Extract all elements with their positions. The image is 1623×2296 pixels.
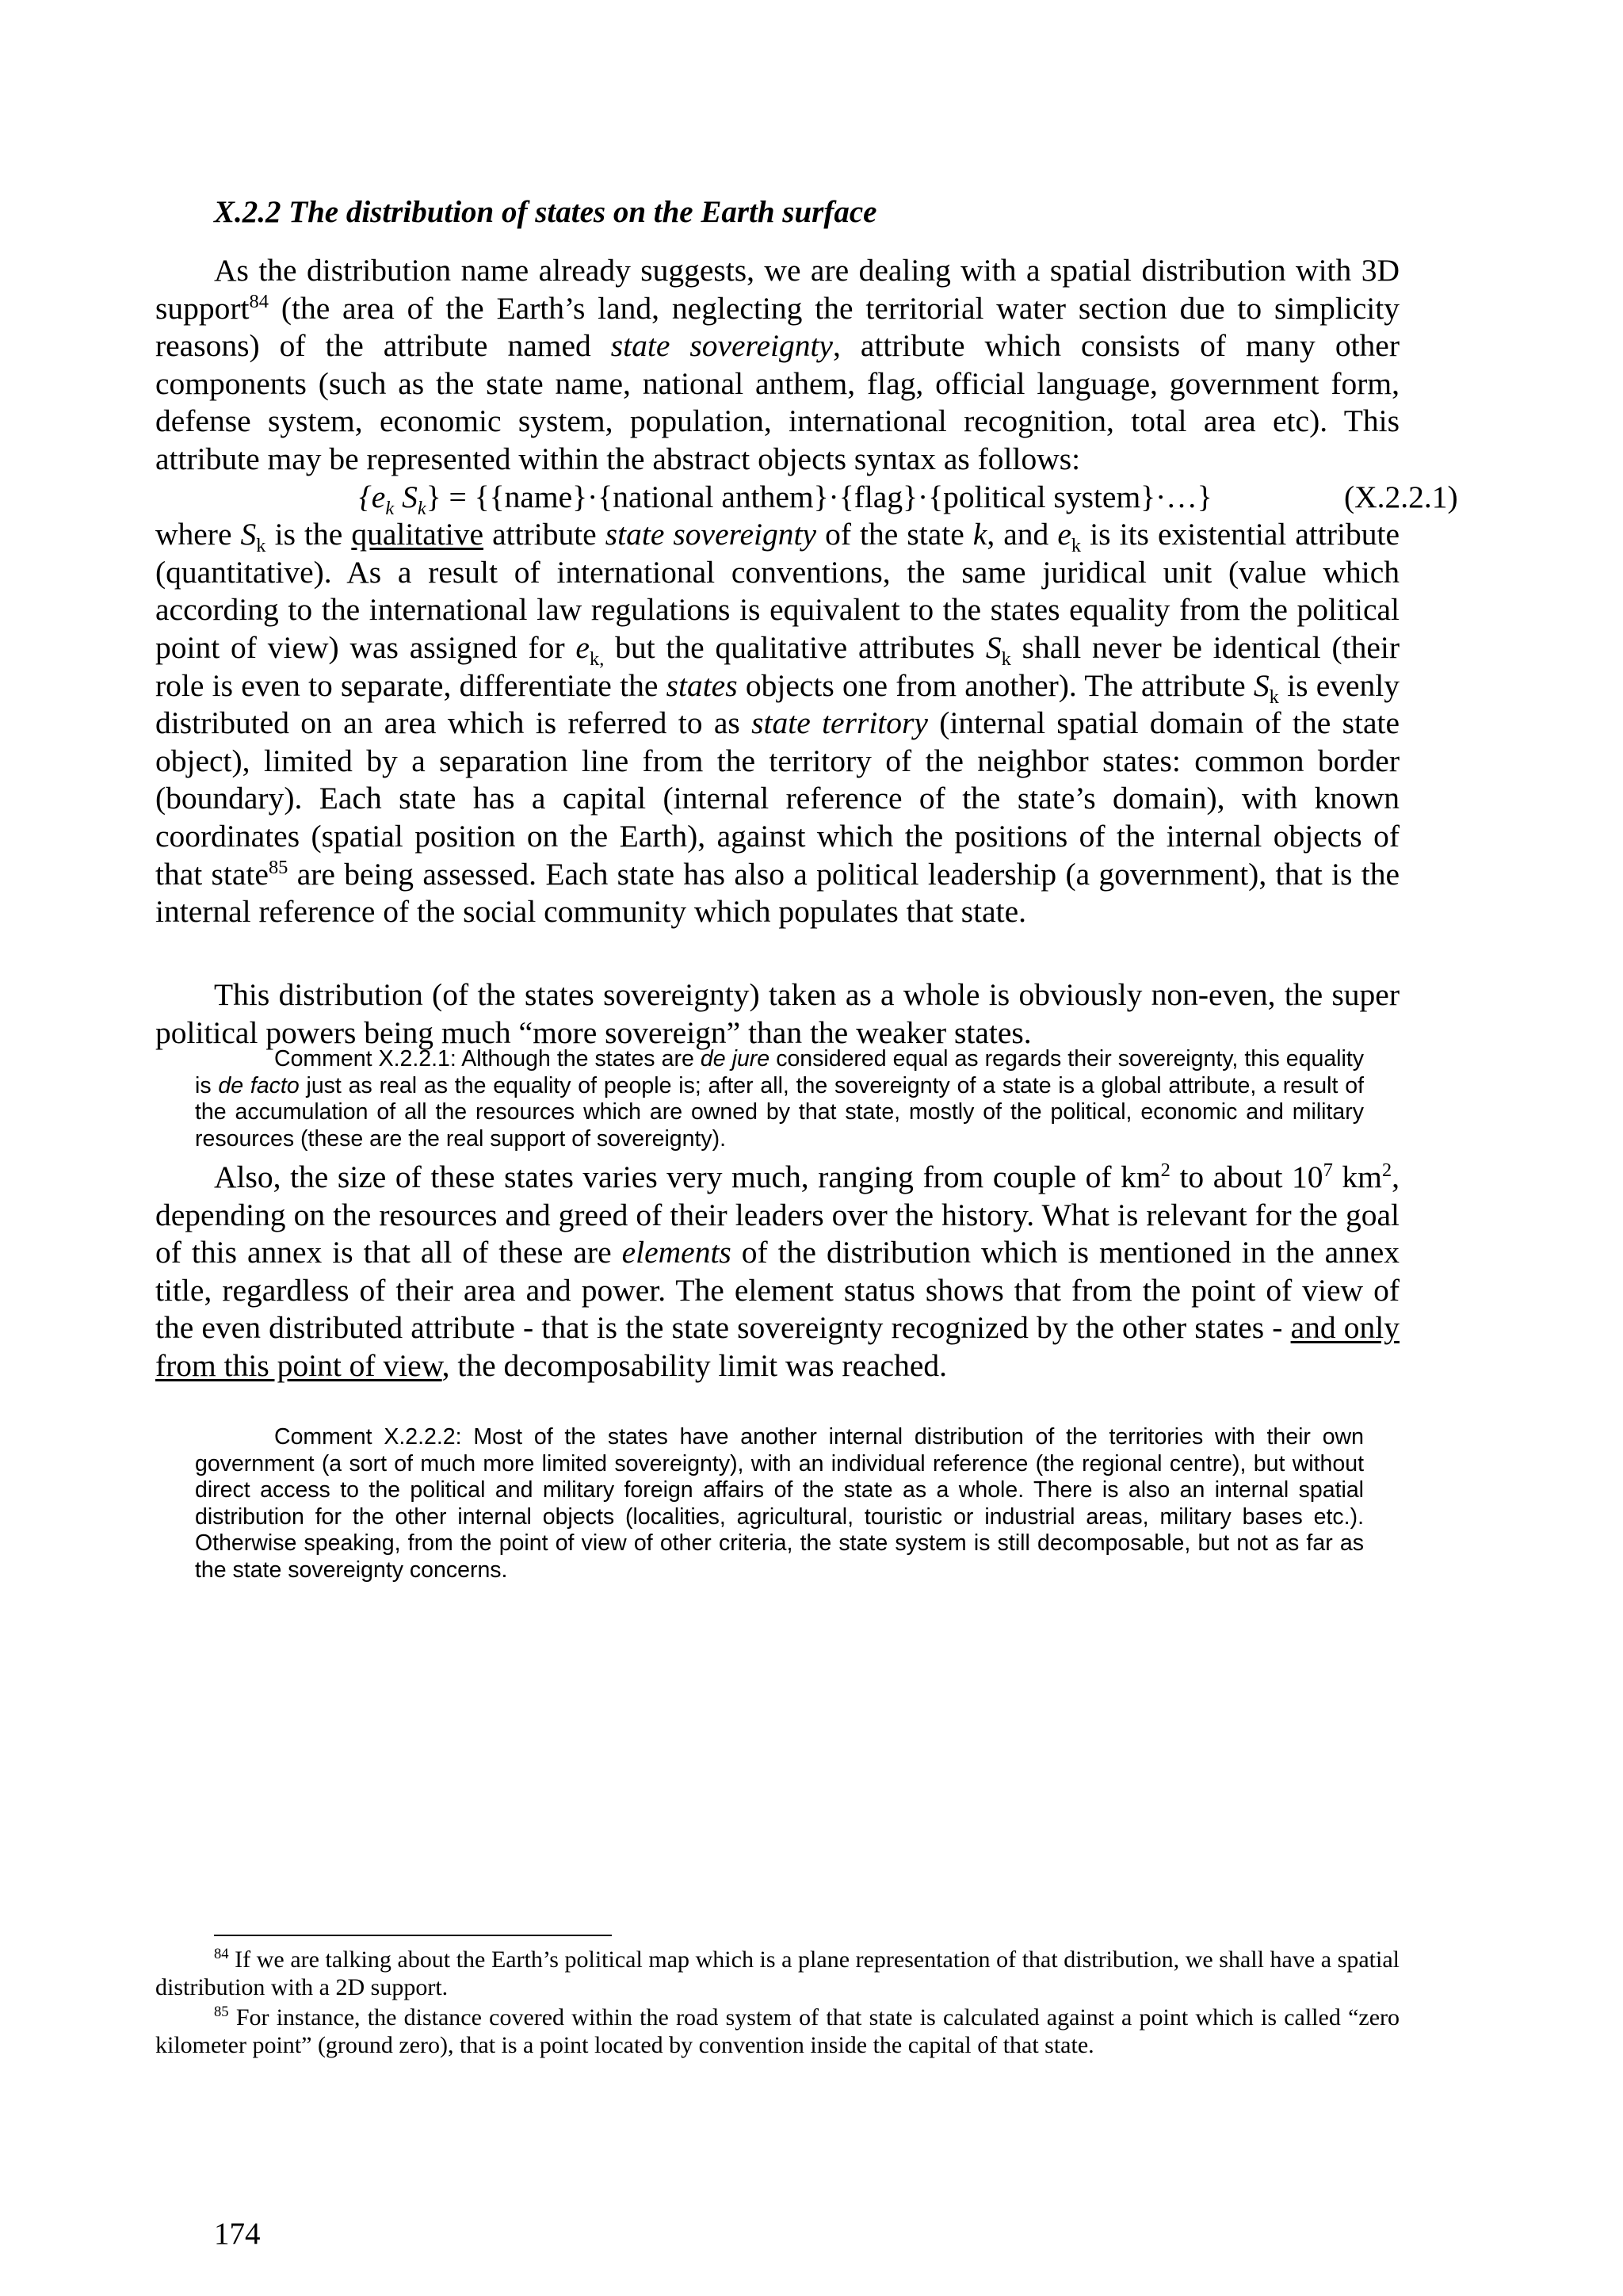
equation-number: (X.2.2.1) [1344,479,1458,514]
page-number: 174 [214,2217,261,2251]
body-text-block-3 [155,1159,1400,1385]
footnote-ref-84[interactable]: 84 [249,290,269,312]
footnote-84: $^{84}$ If we are talking about the Earth’s political map which is a plane representation of that distribution, we shall have a spatial distribution with a 2D support. [155,1946,1400,2000]
footnotes [155,1946,1400,2062]
body-text-block-2 [155,976,1400,1052]
body-text-block-1 [155,252,1458,931]
paragraph-attributes: where $S_k$ is the qualitative attribute state sovereignty of the state k, and $e_k$ is its existential attribute (quantitative). As a result of international conventions, the same juridical unit (value which according to the international law regulations is equivalent to the states equality from the political point of view) was assigned for $e_{k,}$ but the qualitative attributes $S_k$ shall never be identical (their role is even to separate, differentiate the states objects one from another). The attribute $S_k$ is evenly distributed on an area which is referred to as state territory (internal spatial domain of the state object), limited by a separation line from the territory of the neighbor states: common border (boundary). Each state has a capital (internal reference of the state’s domain), with known coordinates (spatial position on the Earth), against which the positions of the internal objects of that state$^{85}$ are being assessed. Each state has also a political leadership (a government), that is the internal reference of the social community which populates that state. [155,517,1400,930]
footnote-85: $^{85}$ For instance, the distance covered within the road system of that state is calculated against a point which is called “zero kilometer point” (ground zero), that is a point located by convention inside the capital of that state. [155,2004,1400,2058]
comment-2: Comment X.2.2.2: Most of the states have another internal distribution of the territories with their own government (a sort of much more limited sovereignty), with an individual reference (the regional centre), but without direct access to the political and military foreign affairs of the state as a whole. There is also an internal spatial distribution for the other internal objects (localities, agricultural, touristic or industrial areas, military bases etc.). Otherwise speaking, from the point of view of other criteria, the state system is still decomposable, but not as far as the state sovereignty concerns. [195,1424,1364,1583]
paragraph-intro: As the distribution name already suggests, we are dealing with a spatial distribution with 3D support$^{84}$ (the area of the Earth’s land, neglecting the territorial water section due to simplicity reasons) of the attribute named state sovereignty, attribute which consists of many other components (such as the state name, national anthem, flag, official language, government form, defense system, economic system, population, international recognition, total area etc). This attribute may be represented within the abstract objects syntax as follows: [155,253,1400,476]
formula-line: {$e_k$ $S_k$} = {{name}·{national anthem}·{flag}·{political system}·…} (X.2.2.1) [359,479,1458,519]
paragraph-non-even: This distribution (of the states sovereignty) taken as a whole is obviously non-even, the super political powers being much “more sovereign” than the weaker states. [155,977,1400,1050]
paragraph-size: Also, the size of these states varies very much, ranging from couple of $km^2$ to about $10^7$ $km^2$, depending on the resources and greed of their leaders over the history. What is relevant for the goal of this annex is that all of these are elements of the distribution which is mentioned in the annex title, regardless of their area and power. The element status shows that from the point of view of the even distributed attribute - that is the state sovereignty recognized by the other states - and only from this point of view, the decomposability limit was reached. [155,1159,1400,1383]
comment-1: Comment X.2.2.1: Although the states are de jure considered equal as regards their sovereignty, this equality is de facto just as real as the equality of people is; after all, the sovereignty of a state is a global attribute, a result of the accumulation of all the resources which are owned by that state, mostly of the political, economic and military resources (these are the real support of sovereignty). [195,1046,1364,1152]
section-heading: X.2.2 The distribution of states on the Earth surface [214,195,877,229]
footnote-separator [214,1935,612,1936]
footnote-ref-85[interactable]: 85 [268,856,288,878]
